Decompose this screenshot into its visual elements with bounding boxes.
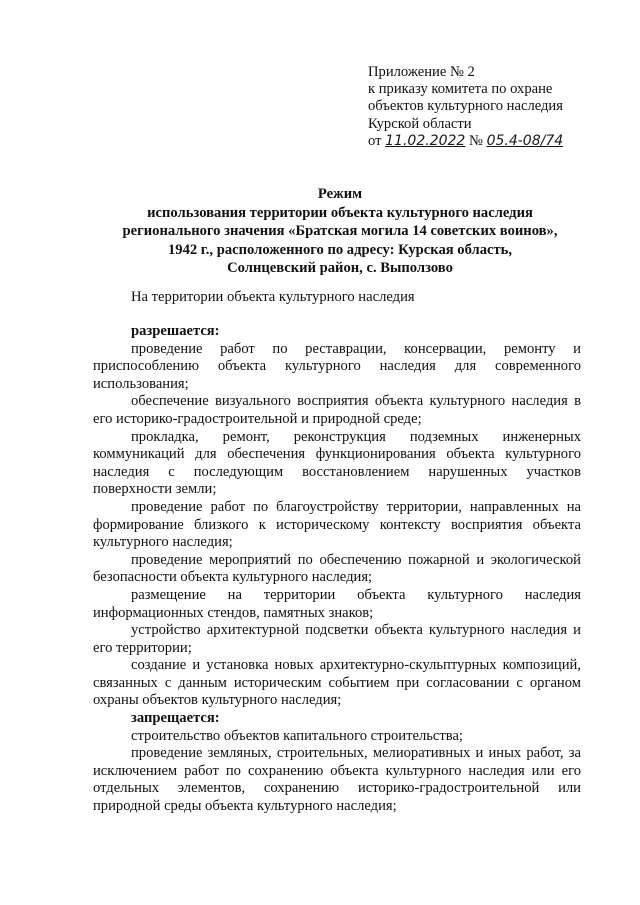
appendix-date-line <box>368 133 618 150</box>
forbidden-item-2: проведение земляных, строительных, мелиоративных и иных работ, за исключением работ по сохранению объекта культурного наследия или его отдельных элементов, сохранению историко-градостроительной или природной среды объекта культурного наследия; <box>93 745 581 815</box>
title-line-5: Солнцевский район, с. Выползово <box>227 260 453 277</box>
document-body <box>93 323 581 816</box>
appendix-block <box>368 64 618 150</box>
allowed-item-3: прокладка, ремонт, реконструкция подземных инженерных коммуникаций для обеспечения функционирования объекта культурного наследия с последующим восстановлением нарушенных участков поверхности земли; <box>93 428 581 498</box>
allowed-item-1: проведение работ по реставрации, консервации, ремонту и приспособлению объекта культурного наследия для современного использования; <box>93 340 581 392</box>
title-line-4: 1942 г., расположенного по адресу: Курская область, <box>167 241 513 258</box>
allowed-heading: разрешается: <box>131 323 220 339</box>
allowed-item-6: размещение на территории объекта культурного наследия информационных стендов, памятных знаков; <box>93 586 581 621</box>
allowed-item-2: обеспечение визуального восприятия объекта культурного наследия в его историко-градостроительной и природной среде; <box>93 393 581 427</box>
appendix-line-3: объектов культурного наследия <box>368 98 563 115</box>
title-line-2: использования территории объекта культурного наследия <box>147 204 533 221</box>
intro-paragraph: На территории объекта культурного наследия <box>131 289 415 305</box>
forbidden-heading: запрещается: <box>131 710 220 727</box>
allowed-item-4: проведение работ по благоустройству территории, направленных на формирование близкого к историческому контексту восприятия объекта культурного наследия; <box>93 498 581 551</box>
from-prefix: от <box>368 132 382 149</box>
number-label: № <box>468 132 483 149</box>
title-line-1: Режим <box>317 186 363 202</box>
title-line-3: регионального значения «Братская могила 14 советских воинов», <box>122 223 558 240</box>
appendix-line-2: к приказу комитета по охране <box>368 81 553 98</box>
allowed-item-5: проведение мероприятий по обеспечению пожарной и экологической безопасности объекта культурного наследия; <box>93 551 581 586</box>
forbidden-item-1: строительство объектов капитального строительства; <box>131 727 463 744</box>
appendix-line-4: Курской области <box>368 115 472 132</box>
allowed-item-7: устройство архитектурной подсветки объекта культурного наследия и его территории; <box>93 622 581 656</box>
handwritten-date: 11.02.2022 <box>385 132 466 149</box>
appendix-line-1: Приложение № 2 <box>368 64 475 80</box>
allowed-item-8: создание и установка новых архитектурно-скульптурных композиций, связанных с данным историческим событием при согласовании с органом охраны объектов культурного наследия; <box>93 657 581 709</box>
document-title <box>80 185 600 278</box>
handwritten-number: 05.4-08/74 <box>486 132 564 149</box>
